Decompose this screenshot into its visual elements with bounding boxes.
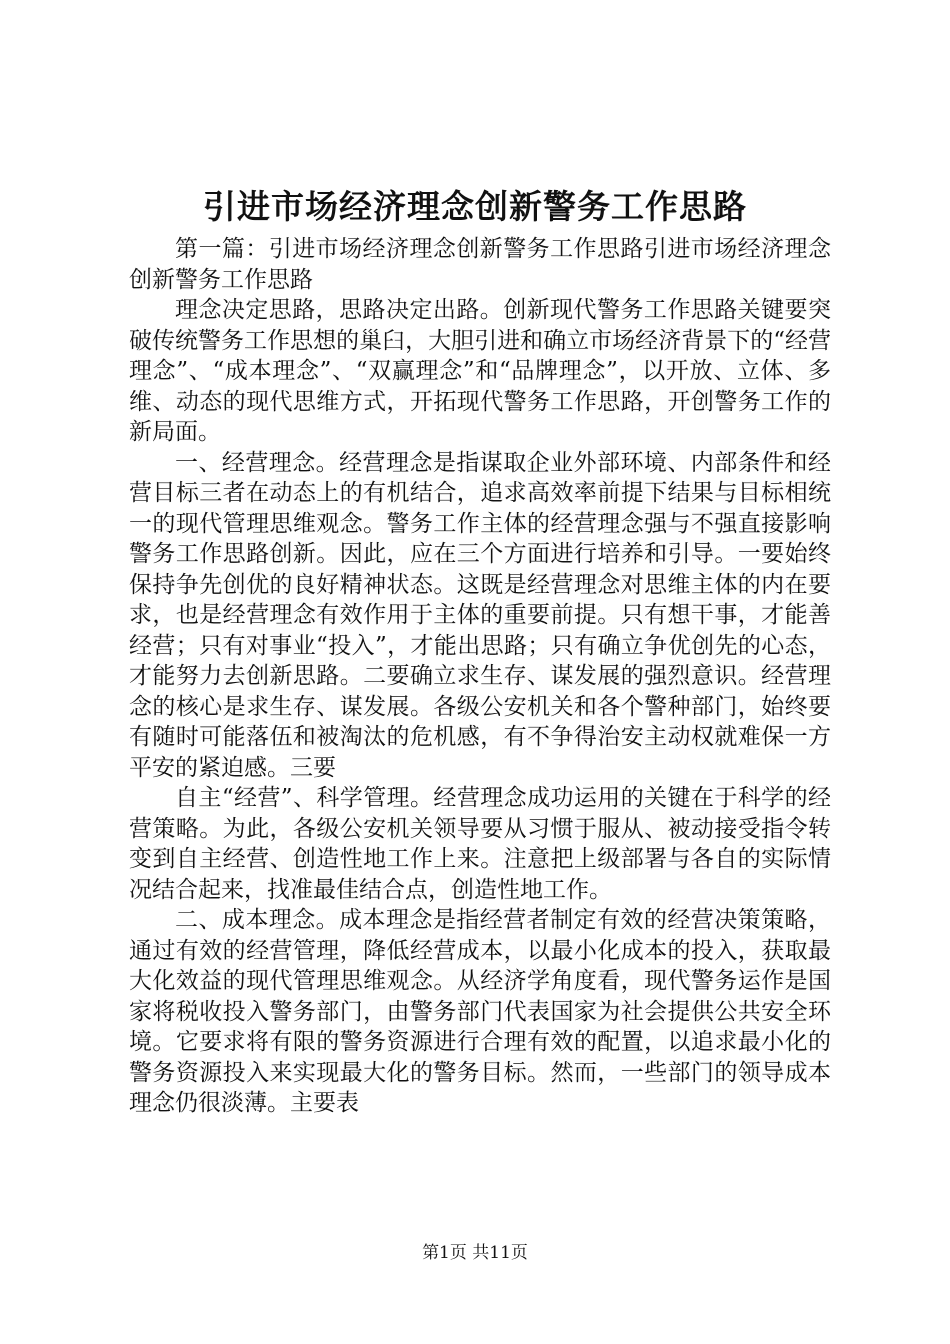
paragraph: 第一篇：引进市场经济理念创新警务工作思路引进市场经济理念创新警务工作思路 [129, 236, 831, 293]
paragraph: 理念决定思路，思路决定出路。创新现代警务工作思路关键要突破传统警务工作思想的巢臼，大胆引进和确立市场经济背景下的“经营理念”、“成本理念”、“双赢理念”和“品牌理念”，以开放、立体、多维、动态的现代思维方式，开拓现代警务工作思路，开创警务工作的新局面。 [129, 297, 831, 445]
paragraph: 二、成本理念。成本理念是指经营者制定有效的经营决策策略，通过有效的经营管理，降低经营成本，以最小化成本的投入，获取最大化效益的现代管理思维观念。从经济学角度看，现代警务运作是国家将税收投入警务部门，由警务部门代表国家为社会提供公共安全环境。它要求将有限的警务资源进行合理有效的配置，以追求最小化的警务资源投入来实现最大化的警务目标。然而，一些部门的领导成本理念仍很淡薄。主要表 [129, 907, 831, 1116]
document-body [129, 234, 831, 1119]
paragraph: 自主“经营”、科学管理。经营理念成功运用的关键在于科学的经营策略。为此，各级公安机关领导要从习惯于服从、被动接受指令转变到自主经营、创造性地工作上来。注意把上级部署与各自的实际情况结合起来，找准最佳结合点，创造性地工作。 [129, 785, 831, 903]
document-title: 引进市场经济理念创新警务工作思路 [203, 187, 747, 226]
paragraph: 一、经营理念。经营理念是指谋取企业外部环境、内部条件和经营目标三者在动态上的有机结合，追求高效率前提下结果与目标相统一的现代管理思维观念。警务工作主体的经营理念强与不强直接影响警务工作思路创新。因此，应在三个方面进行培养和引导。一要始终保持争先创优的良好精神状态。这既是经营理念对思维主体的内在要求，也是经营理念有效作用于主体的重要前提。只有想干事，才能善经营；只有对事业“投入”，才能出思路；只有确立争优创先的心态，才能努力去创新思路。二要确立求生存、谋发展的强烈意识。经营理念的核心是求生存、谋发展。各级公安机关和各个警种部门，始终要有随时可能落伍和被淘汰的危机感，有不争得治安主动权就难保一方平安的紧迫感。三要 [129, 449, 831, 781]
page-number-footer: 第1页 共11页 [422, 1243, 528, 1263]
